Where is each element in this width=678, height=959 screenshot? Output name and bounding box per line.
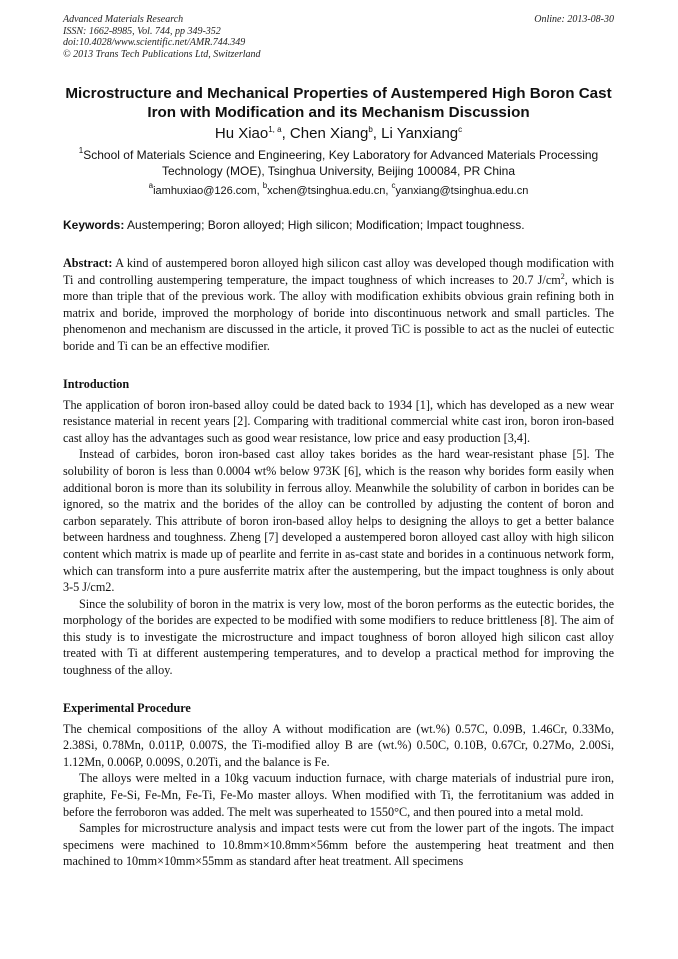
abstract-superscript: 2 xyxy=(560,271,565,281)
paragraph: The application of boron iron-based alloy could be dated back to 1934 [1], which has developed as a new wear resistance material in recent years [2]. Comparing with traditional commercial white cast iron, boron iron-based cast alloy has the advantages such as good wear resistance, low price and easy production [3,4]. xyxy=(63,397,614,445)
author-separator: , xyxy=(281,125,290,142)
email-superscript: b xyxy=(262,181,268,190)
author-name: Hu Xiao xyxy=(214,125,269,142)
keywords-text: Austempering; Boron alloyed; High silicon; Modification; Impact toughness. xyxy=(124,218,525,232)
author-superscript: 1, a xyxy=(268,125,282,134)
email-c: yanxiang@tsinghua.edu.cn xyxy=(395,185,529,197)
paragraph: Samples for microstructure analysis and impact tests were cut from the lower part of the ingots. The impact specimens were machined to 10.8mm×10.8mm×56mm before the austempering heat treatment and then machined to 10mm×10mm×55mm as standard after heat treatment. All specimens xyxy=(63,821,614,869)
email-superscript: a xyxy=(148,181,154,190)
abstract-text: A kind of austempered boron alloyed high silicon cast alloy was developed though modification with Ti and controlling austempering temperature, the impact toughness of which increases to 20.7 J/cm xyxy=(63,256,614,287)
affiliation-text: School of Materials Science and Engineering, Key Laboratory for Advanced Materials Processing Technology (MOE), Tsinghua University, Beijing 100084, PR China xyxy=(83,148,599,178)
email-list xyxy=(63,181,614,198)
author-separator: , xyxy=(372,125,382,142)
copyright-line: © 2013 Trans Tech Publications Ltd, Switzerland xyxy=(63,48,261,60)
paragraph: Instead of carbides, boron iron-based cast alloy takes borides as the hard wear-resistant phase [5]. The solubility of boron is less than 0.0004 wt% below 973K [6], which is the reason why borides form easily when additional boron is more than its solubility in ferrous alloy. Meanwhile the solubility of carbon in borides can be ignored, so the matrix and the borides of the alloy can be controlled by adjusting the content of boron and carbon separately. This attribute of boron iron-based alloy helps to designing the alloys to get a better balance between hardness and toughness. Zheng [7] developed a austempered boron alloyed cast alloy with high silicon content which matrix is made up of pearlite and ferrite in as-cast state and borides in a continuous network form, which can transform into a pure ausferrite matrix after the austempering, but the impact toughness is only about 3-5 J/cm2. xyxy=(63,447,614,595)
paragraph: The alloys were melted in a 10kg vacuum induction furnace, with charge materials of industrial pure iron, graphite, Fe-Si, Fe-Mn, Fe-Ti, Fe-Mo master alloys. When modified with Ti, the ferrotitanium was added in before the ferroboron was added. The melt was superheated to 1550°C, and then poured into a metal mold. xyxy=(63,771,614,819)
author-superscript: b xyxy=(368,125,373,134)
abstract-label: Abstract: xyxy=(63,256,113,270)
author-name: Li Yanxiang xyxy=(381,125,459,142)
email-superscript: c xyxy=(391,181,396,190)
experimental-body xyxy=(63,721,614,870)
author-list xyxy=(63,124,614,144)
paper-title: Microstructure and Mechanical Properties of Austempered High Boron Cast Iron with Modification and its Mechanism Discussion xyxy=(65,85,612,121)
introduction-body xyxy=(63,397,614,679)
online-date: Online: 2013-08-30 xyxy=(534,14,614,25)
keywords-label: Keywords: xyxy=(63,218,125,232)
issn-line: ISSN: 1662-8985, Vol. 744, pp 349-352 xyxy=(63,25,221,37)
author-name: Chen Xiang xyxy=(289,125,369,142)
section-heading-introduction: Introduction xyxy=(63,376,130,391)
paragraph: The chemical compositions of the alloy A without modification are (wt.%) 0.57C, 0.09B, 1.46Cr, 0.33Mo, 2.38Si, 0.78Mn, 0.011P, 0.007S, the Ti-modified alloy B are (wt.%) 0.50C, 0.10B, 0.67Cr, 0.27Mo, 2.00Si, 1.12Mn, 0.006P, 0.009S, 0.20Ti, and the balance is Fe. xyxy=(63,721,614,769)
affiliation xyxy=(63,147,614,179)
abstract xyxy=(63,255,614,355)
keywords xyxy=(63,218,614,233)
email-a: iamhuxiao@126.com, xyxy=(153,185,263,197)
doi-line: doi:10.4028/www.scientific.net/AMR.744.349 xyxy=(63,37,246,48)
journal-name: Advanced Materials Research xyxy=(63,14,184,25)
section-heading-experimental: Experimental Procedure xyxy=(63,700,191,715)
abstract-text-continued: , which is more than triple that of the previous work. The alloy with modification exhibits obvious grain refining both in matrix and boride, improved the morphology of boride into discontinuous network and small particles. The phenomenon and mechanism are discussed in the article, it proved TiC is possible to act as the nuclei of eutectic boride and Ti can be an effective modifier. xyxy=(63,272,615,353)
email-b: xchen@tsinghua.edu.cn, xyxy=(267,185,392,197)
paragraph: Since the solubility of boron in the matrix is very low, most of the boron performs as the eutectic borides, the morphology of the borides are expected to be modified with some modifiers to reduce brittleness [8]. The aim of this study is to investigate the microstructure and impact toughness of boron alloyed high silicon cast alloy treated with Ti at different austempering temperatures, and to develop a practical method for improving the toughness of the alloy. xyxy=(63,596,614,678)
affiliation-superscript: 1 xyxy=(78,146,84,155)
journal-header xyxy=(63,14,614,62)
author-superscript: c xyxy=(458,125,463,134)
